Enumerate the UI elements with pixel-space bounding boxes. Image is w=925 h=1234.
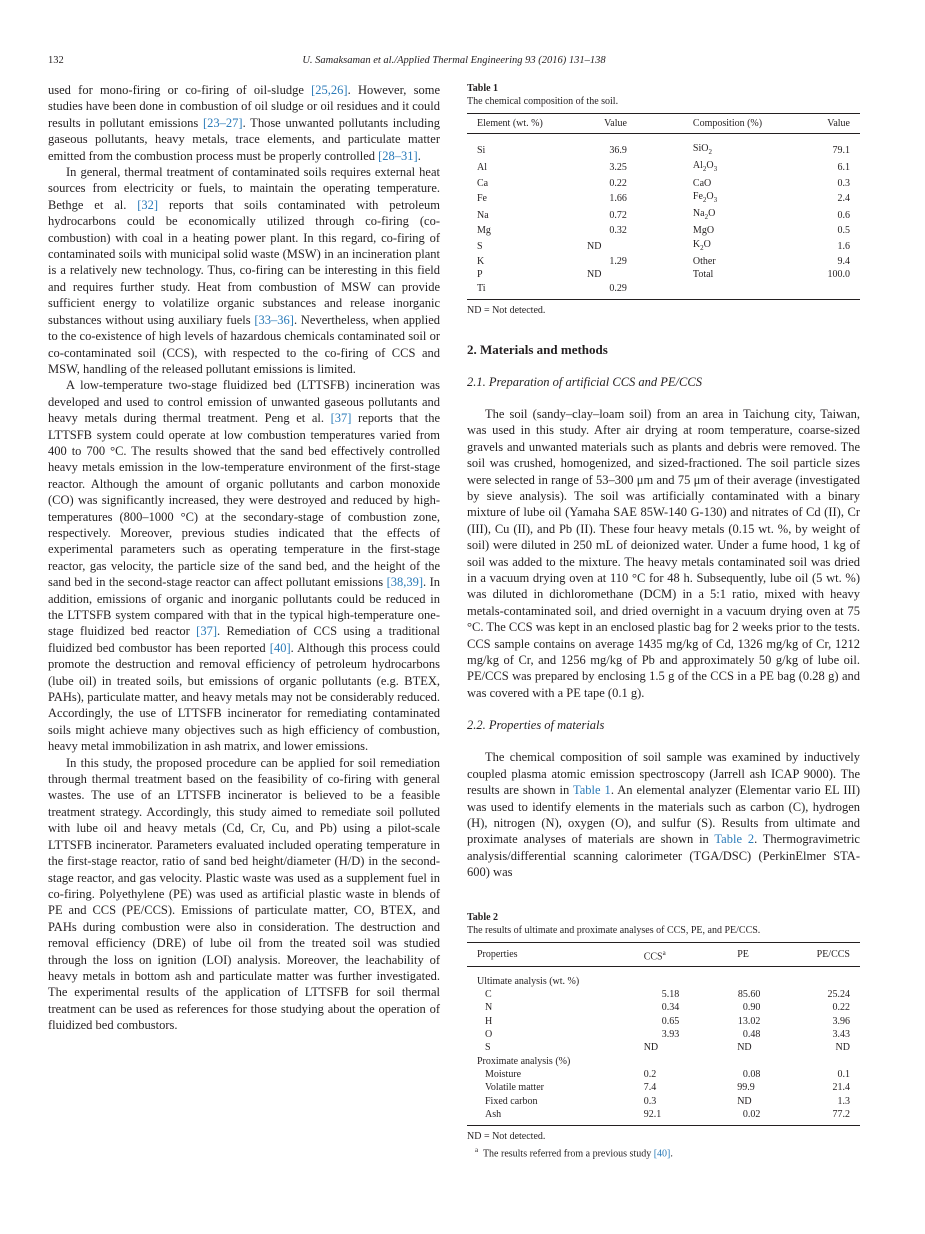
running-title: U. Samaksaman et al./Applied Thermal Engineering 93 (2016) 131–138	[302, 55, 606, 66]
table-row: Ash 92.1 0.02 77.2	[467, 1108, 860, 1126]
table-1-caption: The chemical composition of the soil.	[467, 96, 619, 107]
page-header	[48, 55, 860, 69]
citation-link[interactable]: [38,39]	[386, 575, 424, 590]
paragraph-properties: The chemical composition of soil sample was examined by inductively coupled plasma atomic emission spectroscopy (Jarrell ash ICAP 9000). The results are shown in Table 1. An elemental analyzer (Elementar vario EL III) was used to identify elements in the materials such as carbon (C), hydrogen (H), nitrogen (N), oxygen (O), and sulfur (S). Results from ultimate and proximate analyses of materials are shown in Table 2. Thermogravimetric analysis/differential scanning calorimeter (TGA/DSC) (PerkinElmer STA-600) was	[467, 750, 860, 880]
table-row: K 1.29 Other 9.4	[477, 256, 850, 268]
section-heading: 2. Materials and methods	[467, 341, 608, 357]
table-row: Ti 0.29	[467, 282, 860, 300]
table-link[interactable]: Table 2	[714, 832, 755, 847]
citation-link[interactable]: [33–36]	[254, 312, 294, 327]
table-1-grid	[467, 113, 860, 300]
citation-link[interactable]: [37]	[330, 411, 352, 426]
column-header: Properties	[467, 942, 584, 966]
citation-link[interactable]: [40]	[653, 1148, 671, 1160]
citation-link[interactable]: [28–31]	[378, 148, 418, 163]
paragraph-preparation: The soil (sandy–clay–loam soil) from an area in Taichung city, Taiwan, was used in this study. After air drying at room temperature, coarse-sized gravels and unwanted materials such as plants and debris were removed. The soil was crushed, homogenized, and sized-fractioned. The soil particle sizes were selected in range of 53–300 μm and 75 μm of their average (investigated by sieve analysis). The soil was artificially contaminated with a binary mixture of lube oil (Yamaha SAE 85W-140 G-130) and nitrates of Cd (II), Cr (III), Cu (II), and Pb (II). These four heavy metals (0.15 wt. %, by weight of soil) were diluted in 250 mL of deionized water. Under a fume hood, 1 kg of soil was added to the mixture. The heavy metals contaminated soil was dried in a vacuum drying oven at 110 °C for 48 h. Subsequently, lube oil (5 wt. %) was diluted in dichloromethane (DCM) in a 5:1 ratio, mixed with heavy metals-contaminated soil, and dried overnight in a vacuum drying oven at 75 °C. The CCS was kept in an enclosed plastic bag for 2 weeks prior to the tests. CCS sample contains on average 1435 mg/kg of Cd, 1326 mg/kg of Cr, 1212 mg/kg of Cr, and 1256 mg/kg of Pb and approximately 50 g/kg of lube oil. PE/CCS was prepared by enclosing 1.5 g of the CCS in a PE bag (0.28 g) and was covered with a PE tape (0.1 g).	[467, 406, 860, 700]
table-2-caption: The results of ultimate and proximate analyses of CCS, PE, and PE/CCS.	[467, 924, 761, 936]
table-row: S ND $K_2O$ 1.6	[477, 238, 850, 252]
page-number: 132	[48, 55, 64, 66]
table-header-row	[467, 942, 860, 966]
paragraph-thermal-treatment: In general, thermal treatment of contaminated soils requires external heat sources from electricity or fuels, to maintain the operating temperature. Bethge et al. [32] reports that soils contaminated with petroleum hydrocarbons could be economically utilized through co-firing (co-combustion) with coal in a heating power plant. In this regard, co-firing of contaminated soils with municipal solid waste (MSW) in an incineration plant is a relatively new technology. Thus, co-firing can be interesting in this field and requires further study. Heat from combustion of MSW can provide sufficient energy to volatilize organic substances and release inorganic substances without using auxiliary fuels [33–36]. Nevertheless, when applied to the co-existence of high levels of hazardous chemicals contaminated soil or co-contaminated soil (CCS), with respected to the co-firing of CCS and MSW, handling of the released pollutant emissions is limited.	[48, 165, 440, 376]
citation-link[interactable]: [23–27]	[202, 115, 243, 130]
table-row: Si 36.9 SiO$_2$ 79.1	[477, 143, 850, 156]
column-header: CCS$^a$	[584, 942, 707, 966]
table-2-note: ND = Not detected.	[467, 1131, 546, 1143]
left-column	[48, 82, 440, 1034]
citation-link[interactable]: [25,26]	[311, 83, 348, 97]
table-1	[467, 82, 860, 317]
citation-link[interactable]: [40]	[269, 640, 291, 655]
column-header: Value	[577, 114, 655, 134]
table-row: C 5.18 85.60 25.24	[485, 989, 850, 1001]
right-column	[467, 82, 860, 1160]
column-header: Value	[805, 114, 860, 134]
table-row: N 0.34 0.90 0.22	[485, 1002, 850, 1014]
table-row: Fixed carbon 0.3 ND 1.3	[485, 1095, 850, 1107]
table-header-row	[467, 114, 860, 134]
subsection-heading: 2.1. Preparation of artificial CCS and PE/CCS	[467, 374, 702, 389]
table-1-label: Table 1	[467, 83, 499, 94]
table-row: Na 0.72 $Na_2O$ 0.6	[477, 208, 850, 222]
citation-link[interactable]: [32]	[137, 197, 159, 212]
table-2-label: Table 2	[467, 911, 499, 923]
table-2	[467, 911, 860, 1161]
table-row: H 0.65 13.02 3.96	[485, 1015, 850, 1027]
table-2-footnote: $^a$ The results referred from a previous study [40].	[475, 1146, 673, 1160]
column-header: PE/CCS	[788, 942, 860, 966]
column-header: Composition (%)	[655, 114, 805, 134]
table-row: O 3.93 0.48 3.43	[485, 1029, 850, 1041]
table-row: Ca 0.22 CaO 0.3	[477, 177, 850, 189]
column-header: PE	[707, 942, 788, 966]
table-row: Volatile matter 7.4 99.9 21.4	[485, 1082, 850, 1094]
column-header: Element (wt. %)	[467, 114, 577, 134]
paragraph-lttsfb: A low-temperature two-stage fluidized bed (LTTSFB) incineration was developed and used to control emission of unwanted gaseous pollutants and heavy metals during thermal treatment. Peng et al. [37] reports that the LTTSFB system could operate at low combustion temperatures varied from 400 to 700 °C. The results showed that the sand bed effectively controlled heavy metals emission in the low-temperature environment of the first-stage reactor. Although the amount of organic pollutants and carbon monoxide (CO) was significantly increased, they were destroyed and reduced by high-temperatures (800–1000 °C) at the secondary-stage of combustion zone, respectively. Moreover, previous studies indicated that the effects of experimental parameters such as operating temperature in the first-stage reactor, gas velocity, the particle size of the sand bed, and the height of the sand bed in the second-stage reactor can affect pollutant emissions [38,39]. In addition, emissions of organic and inorganic pollutants could be reduced in the LTTSFB system compared with that in the typical high-temperature one-stage fluidized bed reactor [37]. Remediation of CCS using a traditional fluidized bed combustor has been reported [40]. Although this process could promote the destruction and removal efficiency of petroleum hydrocarbons (lube oil) in treated soils, but emissions of organic pollutants (e.g. BTEX, PAHs), particulate matter, and heavy metals may not be considerably reduced. Accordingly, the use of LTTSFB incinerator for remediating contaminated soils might achieve many objectives such as high efficiency of combustion, heavy metal immobilization in ash matrix, and lower emissions.	[48, 378, 441, 754]
table-row: P ND Total 100.0	[477, 269, 850, 281]
paragraph-this-study: In this study, the proposed procedure can be applied for soil remediation through thermal treatment based on the feasibility of co-firing with general wastes. The use of an LTTSFB incinerator is believed to be a feasible treatment strategy. Accordingly, this study aimed to remediate soil polluted with lube oil and heavy metals (Cd, Cr, Cu, and Pb) using a pilot-scale LTTSFB incinerator. Parameters evaluated included operating temperature in the first-stage reactor, ratio of sand bed height/diameter (H/D) in the second-stage reactor, and gas velocity. Plastic waste was used as a supplement fuel in co-firing. Polyethylene (PE) was used as artificial plastic waste in blends of PE and CCS (PE/CCS). Emissions of particulate matter, CO, BTEX, and PAHs during combustion were also in consideration. The destruction and removal efficiency (DRE) of lube oil from the treated soil was studied through the loss on ignition (LOI) analysis. Moreover, the leachability of heavy metals in bottom ash and particulate matter was further investigated. The experimental results of the application of LTTSFB for soil thermal treatment can be used as references for those studying about the operation of fluidized bed combustors.	[48, 755, 440, 1033]
table-group-row: Ultimate analysis (wt. %)	[477, 975, 580, 987]
table-row: S ND ND ND	[485, 1042, 850, 1054]
table-link[interactable]: Table 1	[572, 783, 611, 798]
table-row: Moisture 0.2 0.08 0.1	[485, 1068, 850, 1080]
paragraph-intro-cont: used for mono-firing or co-firing of oil-sludge [25,26]. However, some studies have been done in combustion of oil sludge or oil residues and it could results in pollutant emissions [23–27]. Those unwanted pollutants including gaseous pollutants, heavy metals, trace elements, and particulate matter emitted from the combustion process must be properly controlled [28–31].	[48, 83, 441, 163]
table-group-row: Proximate analysis (%)	[477, 1055, 571, 1067]
table-1-note: ND = Not detected.	[467, 304, 546, 316]
subsection-heading: 2.2. Properties of materials	[467, 718, 605, 733]
table-2-grid	[467, 942, 860, 1127]
citation-link[interactable]: [37]	[196, 624, 217, 639]
table-row: Mg 0.32 MgO 0.5	[477, 225, 850, 237]
table-row: Al 3.25 $Al_2O_3$ 6.1	[477, 160, 850, 174]
table-row: Fe 1.66 $Fe_2O_3$ 2.4	[477, 190, 850, 204]
